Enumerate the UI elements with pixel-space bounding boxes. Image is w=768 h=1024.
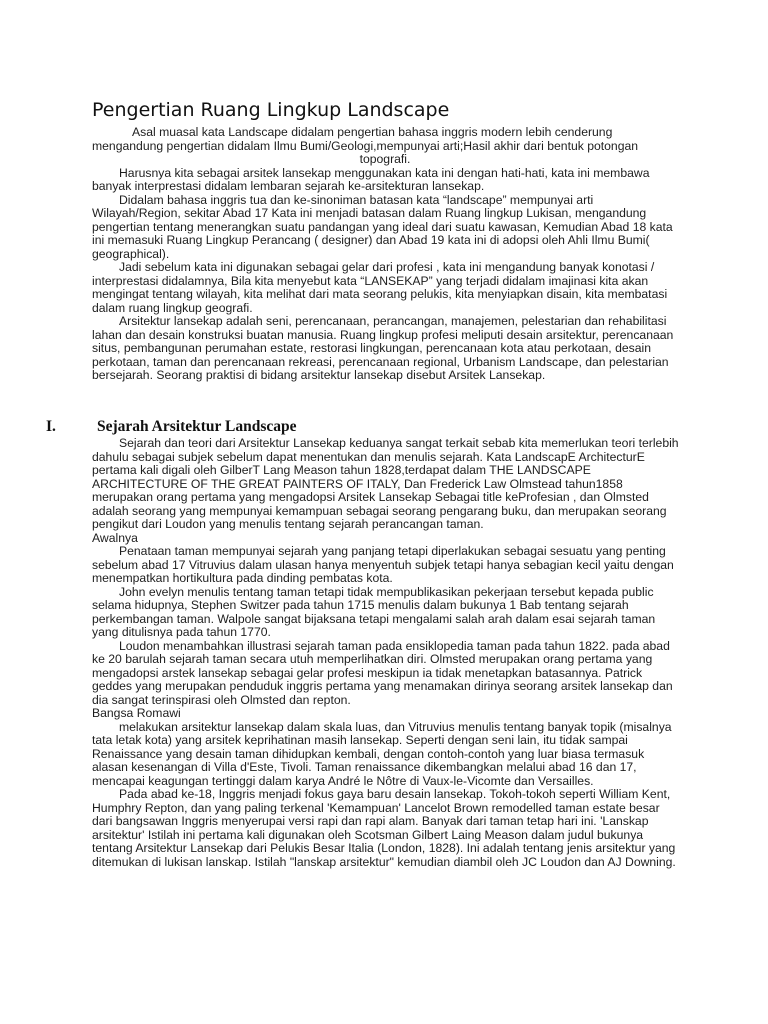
history-paragraph-5: melakukan arsitektur lansekap dalam skala luas, dan Vitruvius menulis tentang banyak topik (misalnya tata letak kota) yang arsitek keprihatinan masih lansekap. Seperti dengan seni lain, itu tidak sampai Renaissance yang desain taman dihidupkan kembali, dengan contoh-contoh yang luar biasa termasuk alasan kesenangan di Villa d'Este, Tivoli. Taman renaissance dikembangkan melalui abad 16 dan 17, mencapai keagungan tertinggi dalam karya André le Nôtre di Vaux-le-Vicomte dan Versailles. xyxy=(92,719,672,788)
intro-section xyxy=(92,126,678,383)
subheading-awalnya: Awalnya xyxy=(92,530,138,545)
history-paragraph-2: Penataan taman mempunyai sejarah yang panjang tetapi diperlakukan sebagai sesuatu yang penting sebelum abad 17 Vitruvius dalam ulasan hanya menyentuh subjek tetapi hanya sebagian kecil yaitu dengan menempatkan hortikultura pada dinding pembatas kota. xyxy=(92,544,674,585)
intro-paragraph-4: Jadi sebelum kata ini digunakan sebagai gelar dari profesi , kata ini mengandung banyak konotasi / interprestasi didalamnya, Bila kita menyebut kata “LANSEKAP” yang terjadi didalam imajinasi kita akan mengingat tentang wilayah, kita melihat dari mata seorang pelukis, kita menyiapkan disain, kita membatasi dalam ruang lingkup geografi. xyxy=(92,260,668,315)
history-paragraph-4: Loudon menambahkan illustrasi sejarah taman pada ensiklopedia taman pada tahun 1822. pada abad ke 20 barulah sejarah taman secara utuh memperlihatkan diri. Olmsted merupakan orang pertama yang mengadopsi arstek lansekap sebagai gelar profesi meskipun ia tidak menetapkan batasannya. Patrick geddes yang merupakan penduduk inggris pertama yang menamakan dirinya seorang arsitek lansekap dan dia sangat terinspirasi oleh Olmsted dan repton. xyxy=(92,638,673,707)
intro-paragraph-1: Asal muasal kata Landscape didalam pengertian bahasa inggris modern lebih cenderung mengandung pengertian didalam Ilmu Bumi/Geologi,mempunyai arti;Hasil akhir dari bentuk potongan xyxy=(92,125,639,153)
subheading-bangsa-romawi: Bangsa Romawi xyxy=(92,706,181,720)
section-heading xyxy=(46,418,297,436)
intro-paragraph-5: Arsitektur lansekap adalah seni, perencanaan, perancangan, manajemen, pelestarian dan rehabilitasi lahan dan desain konstruksi buatan manusia. Ruang lingkup profesi meliputi desain arsitektur, perencanaan situs, pembangunan perumahan estate, restorasi lingkungan, perencanaan kota atau perkotaan, desain perkotaan, taman dan perencanaan rekreasi, perencanaan regional, Urbanism Landscape, dan pelestarian bersejarah. Seorang praktisi di bidang arsitektur lansekap disebut Arsitek Lansekap. xyxy=(92,314,674,382)
history-section xyxy=(92,437,682,869)
document-title: Pengertian Ruang Lingkup Landscape xyxy=(92,99,450,121)
history-paragraph-1: Sejarah dan teori dari Arsitektur Lansekap keduanya sangat terkait sebab kita memerlukan teori terlebih dahulu sebagai subjek sebelum dapat menentukan dan menulis sejarah. Kata LandscapE ArchitecturE pertama kali digali oleh GilberT Lang Meason tahun 1828,terdapat dalam THE LANDSCAPE ARCHITECTURE OF THE GREAT PAINTERS OF ITALY, Dan Frederick Law Olmstead tahun1858 merupakan orang pertama yang mengadopsi Arsitek Lansekap Sebagai title keProfesian , dan Olmsted adalah seorang yang mempunyai kemampuan sebagai seorang pengarang buku, dan merupakan seorang pengikut dari Loudon yang menulis tentang sejarah perancangan taman. xyxy=(92,436,679,531)
history-paragraph-3: John evelyn menulis tentang taman tetapi tidak mempublikasikan pekerjaan tersebut kepada public selama hidupnya, Stephen Switzer pada tahun 1715 menulis dalam bukunya 1 Bab tentang sejarah perkembangan taman. Walpole sangat bijaksana tetapi mengalami salah arah dalam esai sejarah taman yang ditulisnya pada tahun 1770. xyxy=(92,584,656,639)
intro-paragraph-1-end: topografi. xyxy=(359,152,411,166)
section-number: I. xyxy=(46,418,56,435)
intro-paragraph-2: Harusnya kita sebagai arsitek lansekap menggunakan kata ini dengan hati-hati, kata ini membawa banyak interprestasi didalam lembaran sejarah ke-arsitekturan lansekap. xyxy=(92,165,650,193)
intro-paragraph-3: Didalam bahasa inggris tua dan ke-sinoniman batasan kata “landscape” mempunyai arti Wilayah/Region, sekitar Abad 17 Kata ini menjadi batasan dalam Ruang lingkup Lukisan, mengandung pengertian tentang menerangkan suatu pandangan yang ideal dari suatu kawasan, Kemudian Abad 18 kata ini memasuki Ruang Lingkup Perancang ( designer) dan Abad 19 kata ini di adopsi oleh Ahli Ilmu Bumi( geographical). xyxy=(92,192,673,261)
section-heading-text: Sejarah Arsitektur Landscape xyxy=(97,418,297,435)
history-paragraph-6: Pada abad ke-18, Inggris menjadi fokus gaya baru desain lansekap. Tokoh-tokoh seperti William Kent, Humphry Repton, dan yang paling terkenal 'Kemampuan' Lancelot Brown remodelled taman estate besar dari bangsawan Inggris menyerupai versi rapi dan rapi alam. Banyak dari taman tetap hari ini. 'Lanskap arsitektur' Istilah ini pertama kali digunakan oleh Scotsman Gilbert Laing Meason dalam judul bukunya tentang Arsitektur Lansekap dari Pelukis Besar Italia (London, 1828). Ini adalah tentang jenis arsitektur yang ditemukan di lukisan lanskap. Istilah "lanskap arsitektur" kemudian diambil oleh JC Loudon dan AJ Downing. xyxy=(92,787,676,869)
